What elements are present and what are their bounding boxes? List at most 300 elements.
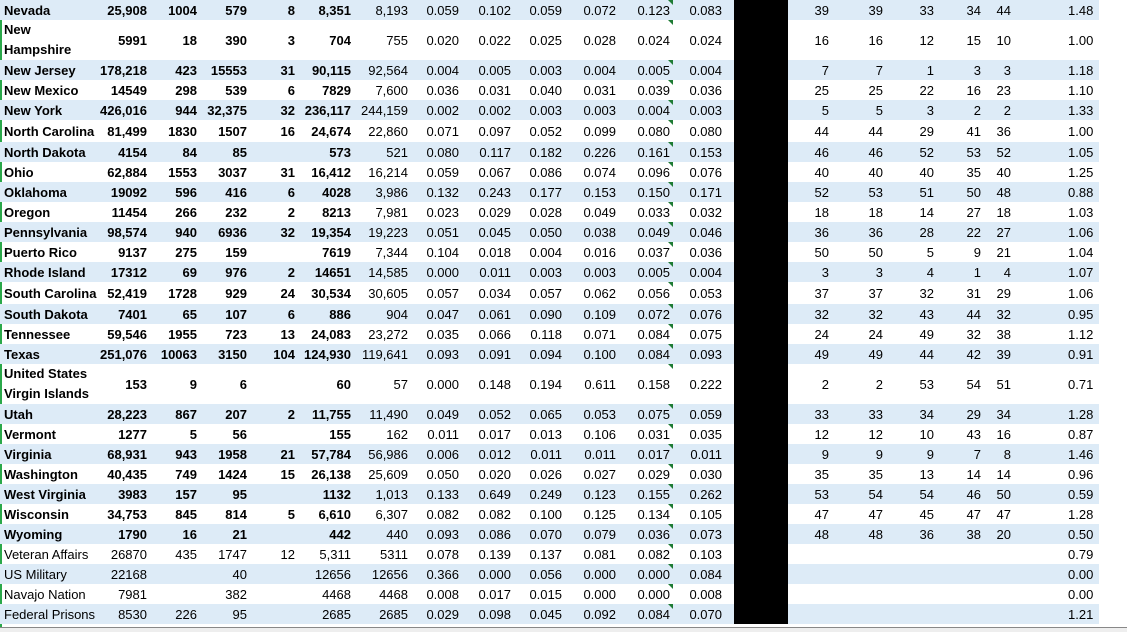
cell-p[interactable]: [940, 544, 987, 564]
cell-c[interactable]: 6: [239, 376, 247, 392]
cell-name[interactable]: Navajo Nation: [4, 586, 86, 602]
cell-m[interactable]: 5: [788, 100, 835, 120]
cell-e[interactable]: 704: [329, 32, 351, 48]
cell-p[interactable]: [940, 584, 987, 604]
cell-a[interactable]: 22168: [100, 564, 153, 584]
cell-p[interactable]: 46: [940, 484, 987, 504]
cell-a[interactable]: 153: [125, 376, 147, 392]
cell-p[interactable]: 47: [966, 506, 981, 522]
cell-q[interactable]: 32: [987, 304, 1017, 324]
cell-g[interactable]: 0.080: [414, 142, 465, 162]
cell-m[interactable]: 40: [814, 164, 829, 180]
cell-q[interactable]: 23: [996, 82, 1011, 98]
cell-l[interactable]: 0.004: [673, 262, 728, 282]
cell-j[interactable]: 0.081: [583, 546, 616, 562]
cell-d[interactable]: 32: [253, 100, 301, 120]
cell-j[interactable]: 0.153: [568, 182, 622, 202]
cell-b[interactable]: [153, 564, 203, 584]
cell-s[interactable]: 0.00: [1068, 564, 1099, 584]
cell-l[interactable]: 0.053: [689, 285, 722, 301]
cell-f[interactable]: 3,986: [357, 182, 414, 202]
cell-l[interactable]: 0.075: [689, 326, 722, 342]
cell-i[interactable]: 0.100: [529, 506, 562, 522]
cell-b[interactable]: 5: [189, 426, 197, 442]
cell-h[interactable]: 0.045: [465, 222, 517, 242]
cell-m[interactable]: 53: [788, 484, 835, 504]
cell-j[interactable]: 0.038: [568, 222, 622, 242]
cell-d[interactable]: 2: [287, 204, 295, 220]
cell-b[interactable]: 275: [175, 244, 197, 260]
cell-f[interactable]: 22,860: [368, 123, 408, 139]
cell-i[interactable]: 0.050: [517, 222, 568, 242]
cell-name[interactable]: West Virginia: [0, 484, 100, 504]
cell-name[interactable]: Ohio: [4, 164, 34, 180]
cell-q[interactable]: 18: [996, 204, 1011, 220]
cell-o[interactable]: 49: [919, 326, 934, 342]
cell-s[interactable]: 0.59: [1068, 484, 1099, 504]
cell-empty[interactable]: [1017, 242, 1068, 262]
cell-c[interactable]: 107: [203, 304, 253, 324]
cell-e[interactable]: 7829: [322, 82, 351, 98]
cell-p[interactable]: 53: [940, 142, 987, 162]
cell-i[interactable]: 0.057: [529, 285, 562, 301]
cell-b[interactable]: 1728: [168, 285, 197, 301]
cell-o[interactable]: 13: [919, 466, 934, 482]
cell-a[interactable]: 28,223: [100, 404, 153, 424]
cell-o[interactable]: 9: [889, 444, 940, 464]
cell-name[interactable]: Washington: [4, 466, 78, 482]
cell-a[interactable]: 98,574: [100, 222, 153, 242]
cell-n[interactable]: 5: [835, 100, 889, 120]
cell-c[interactable]: 95: [203, 604, 253, 624]
cell-g[interactable]: 0.093: [414, 524, 465, 544]
cell-l[interactable]: 0.011: [673, 444, 728, 464]
cell-a[interactable]: 81,499: [107, 123, 147, 139]
cell-q[interactable]: 4: [987, 262, 1017, 282]
cell-i[interactable]: 0.090: [517, 304, 568, 324]
cell-q[interactable]: 10: [996, 32, 1011, 48]
cell-l[interactable]: 0.046: [673, 222, 728, 242]
cell-c[interactable]: 85: [203, 142, 253, 162]
cell-j[interactable]: 0.053: [568, 404, 622, 424]
cell-j[interactable]: 0.079: [568, 524, 622, 544]
cell-o[interactable]: 3: [889, 100, 940, 120]
cell-name[interactable]: Oregon: [4, 204, 51, 220]
cell-l[interactable]: 0.032: [689, 204, 722, 220]
cell-g[interactable]: 0.057: [426, 285, 459, 301]
cell-e[interactable]: 4468: [322, 586, 351, 602]
cell-i[interactable]: 0.045: [517, 604, 568, 624]
cell-m[interactable]: 7: [788, 60, 835, 80]
cell-h[interactable]: 0.000: [465, 564, 517, 584]
cell-b[interactable]: 596: [153, 182, 203, 202]
cell-m[interactable]: 9: [788, 444, 835, 464]
cell-q[interactable]: 50: [987, 484, 1017, 504]
cell-m[interactable]: 12: [814, 426, 829, 442]
cell-n[interactable]: 9: [835, 444, 889, 464]
cell-j[interactable]: 0.027: [583, 466, 616, 482]
cell-n[interactable]: 39: [835, 0, 889, 20]
cell-empty[interactable]: [1017, 604, 1068, 624]
cell-n[interactable]: 25: [868, 82, 883, 98]
cell-b[interactable]: 157: [153, 484, 203, 504]
cell-j[interactable]: 0.000: [568, 564, 622, 584]
cell-h[interactable]: 0.086: [465, 524, 517, 544]
cell-name[interactable]: Rhode Island: [0, 262, 100, 282]
cell-q[interactable]: [987, 544, 1017, 564]
cell-m[interactable]: 2: [821, 376, 829, 392]
cell-s[interactable]: 1.25: [1068, 164, 1094, 180]
cell-m[interactable]: 52: [788, 182, 835, 202]
cell-empty[interactable]: [1017, 60, 1068, 80]
cell-c[interactable]: 3150: [203, 344, 253, 364]
cell-d[interactable]: 6: [253, 304, 301, 324]
cell-g[interactable]: 0.035: [426, 326, 459, 342]
cell-name[interactable]: United States Virgin Islands: [4, 366, 90, 401]
cell-j[interactable]: 0.109: [568, 304, 622, 324]
cell-m[interactable]: 18: [814, 204, 829, 220]
cell-e[interactable]: 124,930: [301, 344, 357, 364]
cell-c[interactable]: 159: [225, 244, 247, 260]
cell-f[interactable]: 23,272: [368, 326, 408, 342]
cell-g[interactable]: 0.000: [414, 262, 465, 282]
cell-q[interactable]: 38: [996, 326, 1011, 342]
cell-g[interactable]: 0.133: [414, 484, 465, 504]
cell-k[interactable]: 0.150: [622, 182, 673, 202]
cell-k[interactable]: 0.036: [622, 524, 673, 544]
cell-h[interactable]: 0.061: [465, 304, 517, 324]
cell-f[interactable]: 244,159: [357, 100, 414, 120]
cell-s[interactable]: 0.95: [1068, 304, 1099, 324]
cell-name[interactable]: New York: [0, 100, 100, 120]
cell-p[interactable]: 35: [966, 164, 981, 180]
cell-s[interactable]: 1.28: [1068, 404, 1099, 424]
cell-h[interactable]: 0.098: [465, 604, 517, 624]
cell-l[interactable]: 0.036: [689, 82, 722, 98]
cell-b[interactable]: 266: [175, 204, 197, 220]
cell-a[interactable]: 68,931: [100, 444, 153, 464]
cell-o[interactable]: [889, 604, 940, 624]
cell-k[interactable]: 0.000: [622, 564, 673, 584]
cell-p[interactable]: 16: [966, 82, 981, 98]
cell-k[interactable]: 0.033: [622, 202, 673, 222]
cell-i[interactable]: 0.056: [517, 564, 568, 584]
cell-a[interactable]: 3983: [100, 484, 153, 504]
cell-n[interactable]: 7: [835, 60, 889, 80]
cell-i[interactable]: 0.094: [517, 344, 568, 364]
cell-p[interactable]: 50: [940, 182, 987, 202]
cell-s[interactable]: 0.87: [1068, 426, 1094, 442]
cell-k[interactable]: 0.155: [622, 484, 673, 504]
cell-d[interactable]: 32: [253, 222, 301, 242]
cell-a[interactable]: 11454: [111, 204, 147, 220]
cell-e[interactable]: 26,138: [311, 466, 351, 482]
cell-name[interactable]: North Carolina: [4, 123, 95, 139]
cell-empty[interactable]: [1017, 182, 1068, 202]
cell-empty[interactable]: [1017, 344, 1068, 364]
cell-b[interactable]: 1830: [168, 123, 197, 139]
cell-g[interactable]: 0.078: [426, 546, 459, 562]
cell-name[interactable]: Nevada: [0, 0, 100, 20]
cell-empty[interactable]: [1017, 584, 1068, 604]
cell-d[interactable]: [253, 564, 301, 584]
cell-k[interactable]: 0.024: [622, 20, 673, 60]
cell-k[interactable]: 0.123: [622, 0, 673, 20]
cell-s[interactable]: 1.33: [1068, 100, 1099, 120]
cell-i[interactable]: 0.059: [517, 0, 568, 20]
cell-p[interactable]: 7: [940, 444, 987, 464]
cell-a[interactable]: 14549: [110, 82, 147, 98]
cell-s[interactable]: 1.06: [1068, 222, 1099, 242]
cell-a[interactable]: 17312: [100, 262, 153, 282]
cell-l[interactable]: 0.073: [673, 524, 728, 544]
cell-b[interactable]: 84: [153, 142, 203, 162]
cell-l[interactable]: 0.059: [673, 404, 728, 424]
cell-h[interactable]: 0.005: [465, 60, 517, 80]
cell-p[interactable]: 32: [966, 326, 981, 342]
cell-h[interactable]: 0.031: [478, 82, 511, 98]
cell-p[interactable]: [940, 564, 987, 584]
cell-n[interactable]: 46: [835, 142, 889, 162]
cell-f[interactable]: 19,223: [357, 222, 414, 242]
cell-name[interactable]: Wisconsin: [4, 506, 69, 522]
cell-k[interactable]: 0.017: [622, 444, 673, 464]
cell-n[interactable]: 50: [868, 244, 883, 260]
cell-q[interactable]: 14: [996, 466, 1011, 482]
cell-q[interactable]: 27: [987, 222, 1017, 242]
cell-h[interactable]: 0.020: [478, 466, 511, 482]
cell-f[interactable]: 904: [357, 304, 414, 324]
cell-name[interactable]: South Dakota: [0, 304, 100, 324]
cell-o[interactable]: 45: [919, 506, 934, 522]
cell-s[interactable]: 1.03: [1068, 204, 1094, 220]
cell-name[interactable]: Veteran Affairs: [4, 546, 89, 562]
cell-f[interactable]: 57: [393, 376, 408, 392]
cell-q[interactable]: [987, 604, 1017, 624]
cell-s[interactable]: 1.00: [1068, 123, 1094, 139]
cell-m[interactable]: [788, 544, 835, 564]
cell-n[interactable]: 2: [875, 376, 883, 392]
cell-m[interactable]: [788, 584, 835, 604]
cell-h[interactable]: 0.102: [465, 0, 517, 20]
cell-empty[interactable]: [1017, 20, 1068, 60]
cell-s[interactable]: 0.00: [1068, 586, 1094, 602]
cell-q[interactable]: 47: [996, 506, 1011, 522]
cell-q[interactable]: 29: [996, 285, 1011, 301]
cell-f[interactable]: 6,307: [375, 506, 408, 522]
cell-i[interactable]: 0.052: [529, 123, 562, 139]
cell-b[interactable]: 65: [153, 304, 203, 324]
cell-o[interactable]: 34: [889, 404, 940, 424]
cell-m[interactable]: 46: [788, 142, 835, 162]
cell-name[interactable]: Tennessee: [4, 326, 71, 342]
cell-q[interactable]: 39: [987, 344, 1017, 364]
cell-f[interactable]: 92,564: [357, 60, 414, 80]
cell-d[interactable]: 13: [280, 326, 295, 342]
cell-empty[interactable]: [1017, 484, 1068, 504]
cell-i[interactable]: 0.070: [517, 524, 568, 544]
cell-c[interactable]: 579: [203, 0, 253, 20]
cell-o[interactable]: 33: [889, 0, 940, 20]
cell-k[interactable]: 0.075: [622, 404, 673, 424]
cell-q[interactable]: 34: [987, 404, 1017, 424]
cell-l[interactable]: 0.083: [673, 0, 728, 20]
cell-p[interactable]: 27: [966, 204, 981, 220]
cell-c[interactable]: 1507: [218, 123, 247, 139]
cell-n[interactable]: 16: [868, 32, 883, 48]
cell-d[interactable]: 31: [280, 164, 295, 180]
cell-d[interactable]: 2: [253, 404, 301, 424]
cell-empty[interactable]: [1017, 162, 1068, 182]
cell-f[interactable]: 30,605: [368, 285, 408, 301]
cell-e[interactable]: 12656: [301, 564, 357, 584]
cell-b[interactable]: 1004: [153, 0, 203, 20]
cell-d[interactable]: 12: [280, 546, 295, 562]
cell-n[interactable]: [835, 584, 889, 604]
cell-j[interactable]: 0.003: [568, 100, 622, 120]
cell-f[interactable]: 440: [357, 524, 414, 544]
cell-h[interactable]: 0.017: [478, 586, 511, 602]
cell-e[interactable]: 24,083: [311, 326, 351, 342]
cell-s[interactable]: 1.46: [1068, 444, 1099, 464]
cell-f[interactable]: 56,986: [357, 444, 414, 464]
cell-i[interactable]: 0.025: [529, 32, 562, 48]
cell-a[interactable]: 7981: [118, 586, 147, 602]
cell-n[interactable]: 37: [868, 285, 883, 301]
cell-q[interactable]: 48: [987, 182, 1017, 202]
cell-f[interactable]: 7,600: [375, 82, 408, 98]
cell-s[interactable]: 1.48: [1068, 0, 1099, 20]
cell-p[interactable]: 22: [940, 222, 987, 242]
cell-j[interactable]: 0.125: [583, 506, 616, 522]
cell-c[interactable]: 1424: [218, 466, 247, 482]
cell-i[interactable]: 0.013: [529, 426, 562, 442]
cell-d[interactable]: 24: [280, 285, 295, 301]
cell-empty[interactable]: [1017, 142, 1068, 162]
cell-f[interactable]: 521: [357, 142, 414, 162]
cell-i[interactable]: 0.028: [529, 204, 562, 220]
cell-f[interactable]: 14,585: [357, 262, 414, 282]
cell-k[interactable]: 0.084: [622, 344, 673, 364]
cell-k[interactable]: 0.080: [622, 120, 673, 142]
cell-name[interactable]: Federal Prisons: [0, 604, 100, 624]
cell-e[interactable]: 60: [336, 376, 351, 392]
cell-i[interactable]: 0.004: [529, 244, 562, 260]
cell-i[interactable]: 0.026: [529, 466, 562, 482]
cell-h[interactable]: 0.117: [465, 142, 517, 162]
cell-f[interactable]: 12656: [357, 564, 414, 584]
cell-h[interactable]: 0.067: [478, 164, 511, 180]
cell-empty[interactable]: [1017, 324, 1068, 344]
cell-b[interactable]: [153, 584, 203, 604]
cell-n[interactable]: 24: [868, 326, 883, 342]
cell-s[interactable]: 0.88: [1068, 182, 1099, 202]
cell-k[interactable]: 0.082: [622, 544, 673, 564]
cell-g[interactable]: 0.059: [414, 0, 465, 20]
cell-g[interactable]: 0.104: [426, 244, 459, 260]
cell-g[interactable]: 0.132: [414, 182, 465, 202]
cell-e[interactable]: 30,534: [311, 285, 351, 301]
cell-l[interactable]: 0.003: [673, 100, 728, 120]
cell-m[interactable]: [788, 604, 835, 624]
cell-q[interactable]: 8: [987, 444, 1017, 464]
cell-m[interactable]: 39: [788, 0, 835, 20]
cell-empty[interactable]: [1017, 404, 1068, 424]
cell-a[interactable]: 1790: [100, 524, 153, 544]
cell-h[interactable]: 0.011: [465, 262, 517, 282]
cell-h[interactable]: 0.022: [478, 32, 511, 48]
cell-q[interactable]: 3: [987, 60, 1017, 80]
cell-m[interactable]: [788, 564, 835, 584]
cell-f[interactable]: 25,609: [368, 466, 408, 482]
cell-n[interactable]: 35: [868, 466, 883, 482]
cell-f[interactable]: 7,981: [375, 204, 408, 220]
cell-m[interactable]: 33: [788, 404, 835, 424]
cell-d[interactable]: [253, 242, 301, 262]
cell-l[interactable]: 0.153: [673, 142, 728, 162]
cell-c[interactable]: 1958: [203, 444, 253, 464]
cell-p[interactable]: 3: [940, 60, 987, 80]
cell-a[interactable]: 426,016: [100, 100, 153, 120]
cell-b[interactable]: 749: [175, 466, 197, 482]
cell-k[interactable]: 0.029: [622, 464, 673, 484]
cell-l[interactable]: 0.103: [689, 546, 722, 562]
cell-e[interactable]: 236,117: [301, 100, 357, 120]
cell-a[interactable]: 5991: [118, 32, 147, 48]
cell-b[interactable]: 69: [153, 262, 203, 282]
cell-j[interactable]: 0.106: [583, 426, 616, 442]
cell-k[interactable]: 0.161: [622, 142, 673, 162]
cell-e[interactable]: 4028: [301, 182, 357, 202]
cell-m[interactable]: 47: [814, 506, 829, 522]
cell-n[interactable]: 3: [835, 262, 889, 282]
cell-s[interactable]: 1.18: [1068, 60, 1099, 80]
cell-c[interactable]: 390: [225, 32, 247, 48]
cell-m[interactable]: 35: [814, 466, 829, 482]
cell-name[interactable]: New Mexico: [4, 82, 79, 98]
cell-empty[interactable]: [1017, 282, 1068, 304]
cell-h[interactable]: 0.091: [465, 344, 517, 364]
cell-s[interactable]: 0.91: [1068, 344, 1099, 364]
cell-j[interactable]: 0.011: [568, 444, 622, 464]
cell-empty[interactable]: [1017, 364, 1068, 404]
cell-name[interactable]: South Carolina: [4, 285, 97, 301]
cell-a[interactable]: 19092: [100, 182, 153, 202]
cell-f[interactable]: 119,641: [357, 344, 414, 364]
cell-j[interactable]: 0.003: [568, 262, 622, 282]
cell-s[interactable]: 1.21: [1068, 604, 1099, 624]
cell-s[interactable]: 1.12: [1068, 326, 1094, 342]
cell-d[interactable]: 6: [287, 82, 295, 98]
cell-a[interactable]: 25,908: [100, 0, 153, 20]
cell-e[interactable]: 1132: [301, 484, 357, 504]
cell-n[interactable]: 36: [835, 222, 889, 242]
cell-a[interactable]: 52,419: [107, 285, 147, 301]
cell-empty[interactable]: [1017, 100, 1068, 120]
cell-g[interactable]: 0.011: [427, 426, 459, 442]
cell-h[interactable]: 0.029: [478, 204, 511, 220]
cell-d[interactable]: 8: [253, 0, 301, 20]
cell-s[interactable]: 0.50: [1068, 524, 1099, 544]
cell-i[interactable]: 0.118: [530, 326, 562, 342]
cell-p[interactable]: 38: [940, 524, 987, 544]
cell-p[interactable]: 29: [940, 404, 987, 424]
cell-o[interactable]: 43: [889, 304, 940, 324]
cell-c[interactable]: 929: [225, 285, 247, 301]
cell-k[interactable]: 0.037: [622, 242, 673, 262]
cell-o[interactable]: 40: [919, 164, 934, 180]
cell-q[interactable]: [987, 584, 1017, 604]
